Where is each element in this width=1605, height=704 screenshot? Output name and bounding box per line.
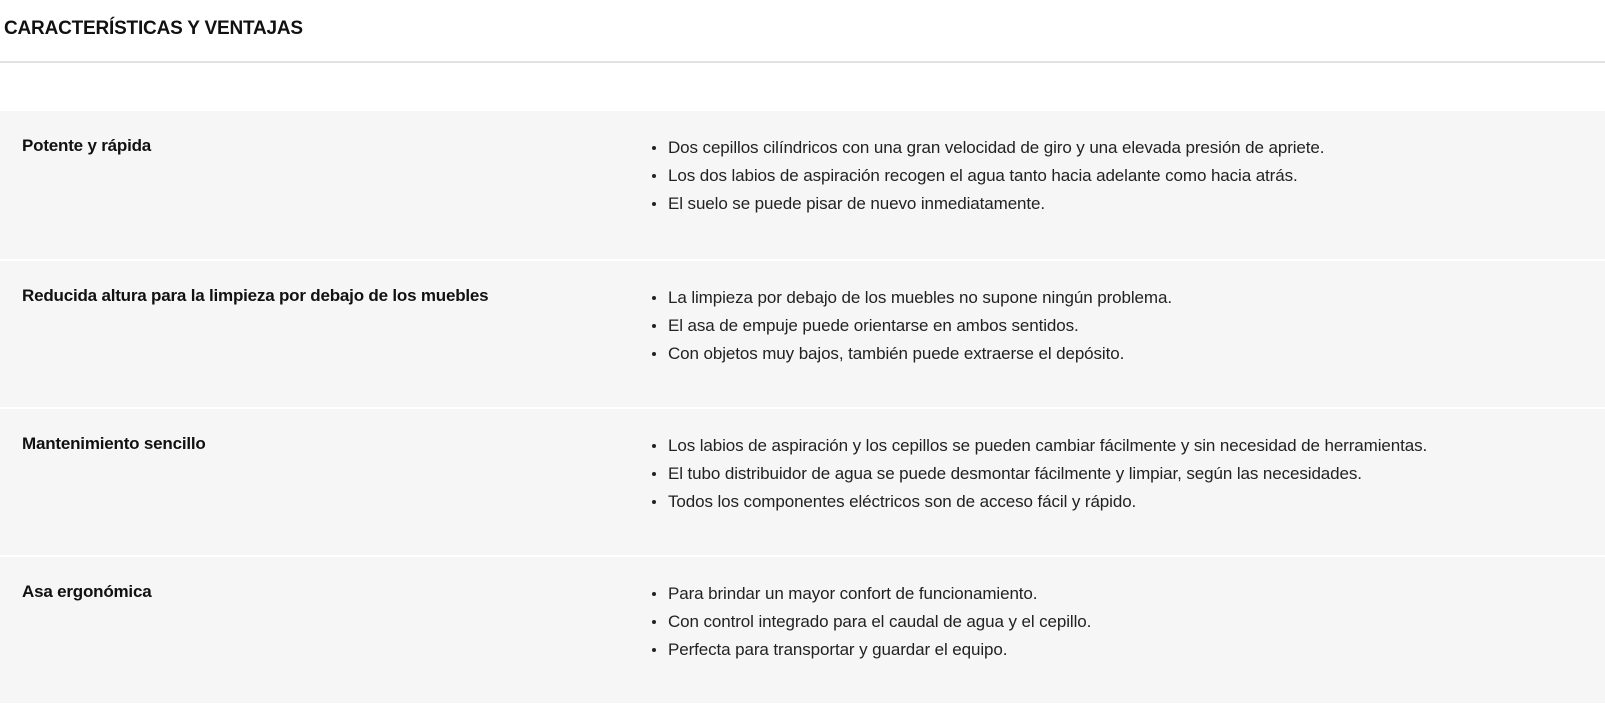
feature-point-text: El suelo se puede pisar de nuevo inmediatamente. (668, 194, 1046, 213)
feature-point-text: Todos los componentes eléctricos son de acceso fácil y rápido. (668, 492, 1137, 511)
feature-points (652, 432, 1427, 516)
bullet-icon (652, 146, 656, 150)
feature-name: Asa ergonómica (22, 582, 152, 601)
feature-point (652, 608, 1091, 636)
feature-name: Reducida altura para la limpieza por debajo de los muebles (22, 286, 489, 305)
bullet-icon (652, 592, 656, 596)
bullet-icon (652, 648, 656, 652)
bullet-icon (652, 444, 656, 448)
feature-points (652, 580, 1091, 664)
feature-point-text: Dos cepillos cilíndricos con una gran velocidad de giro y una elevada presión de apriete. (668, 138, 1325, 157)
feature-point-text: El tubo distribuidor de agua se puede desmontar fácilmente y limpiar, según las necesidades. (668, 464, 1362, 483)
bullet-icon (652, 500, 656, 504)
feature-point (652, 580, 1091, 608)
bullet-icon (652, 296, 656, 300)
feature-point (652, 284, 1172, 312)
feature-point-text: Con control integrado para el caudal de agua y el cepillo. (668, 612, 1092, 631)
feature-points (652, 134, 1324, 218)
feature-point (652, 340, 1172, 368)
features-table (0, 111, 1605, 703)
feature-point (652, 460, 1427, 488)
bullet-icon (652, 174, 656, 178)
feature-point-text: El asa de empuje puede orientarse en ambos sentidos. (668, 316, 1079, 335)
feature-point (652, 488, 1427, 516)
feature-point-text: Los dos labios de aspiración recogen el agua tanto hacia adelante como hacia atrás. (668, 166, 1298, 185)
feature-point (652, 636, 1091, 664)
bullet-icon (652, 472, 656, 476)
feature-row (0, 259, 1605, 407)
feature-point (652, 190, 1324, 218)
feature-point-text: La limpieza por debajo de los muebles no supone ningún problema. (668, 288, 1172, 307)
feature-point (652, 134, 1324, 162)
title-divider (0, 61, 1605, 63)
feature-point-text: Con objetos muy bajos, también puede extraerse el depósito. (668, 344, 1125, 363)
feature-row (0, 407, 1605, 555)
bullet-icon (652, 620, 656, 624)
bullet-icon (652, 202, 656, 206)
feature-point-text: Para brindar un mayor confort de funcionamiento. (668, 584, 1038, 603)
feature-point (652, 312, 1172, 340)
feature-row (0, 111, 1605, 259)
feature-point-text: Perfecta para transportar y guardar el equipo. (668, 640, 1008, 659)
feature-point-text: Los labios de aspiración y los cepillos se pueden cambiar fácilmente y sin necesidad de herramientas. (668, 436, 1428, 455)
feature-point (652, 432, 1427, 460)
feature-points (652, 284, 1172, 368)
feature-name: Mantenimiento sencillo (22, 434, 206, 453)
section-title: CARACTERÍSTICAS Y VENTAJAS (4, 18, 303, 39)
feature-point (652, 162, 1324, 190)
bullet-icon (652, 324, 656, 328)
feature-name: Potente y rápida (22, 136, 152, 155)
feature-row (0, 555, 1605, 703)
bullet-icon (652, 352, 656, 356)
